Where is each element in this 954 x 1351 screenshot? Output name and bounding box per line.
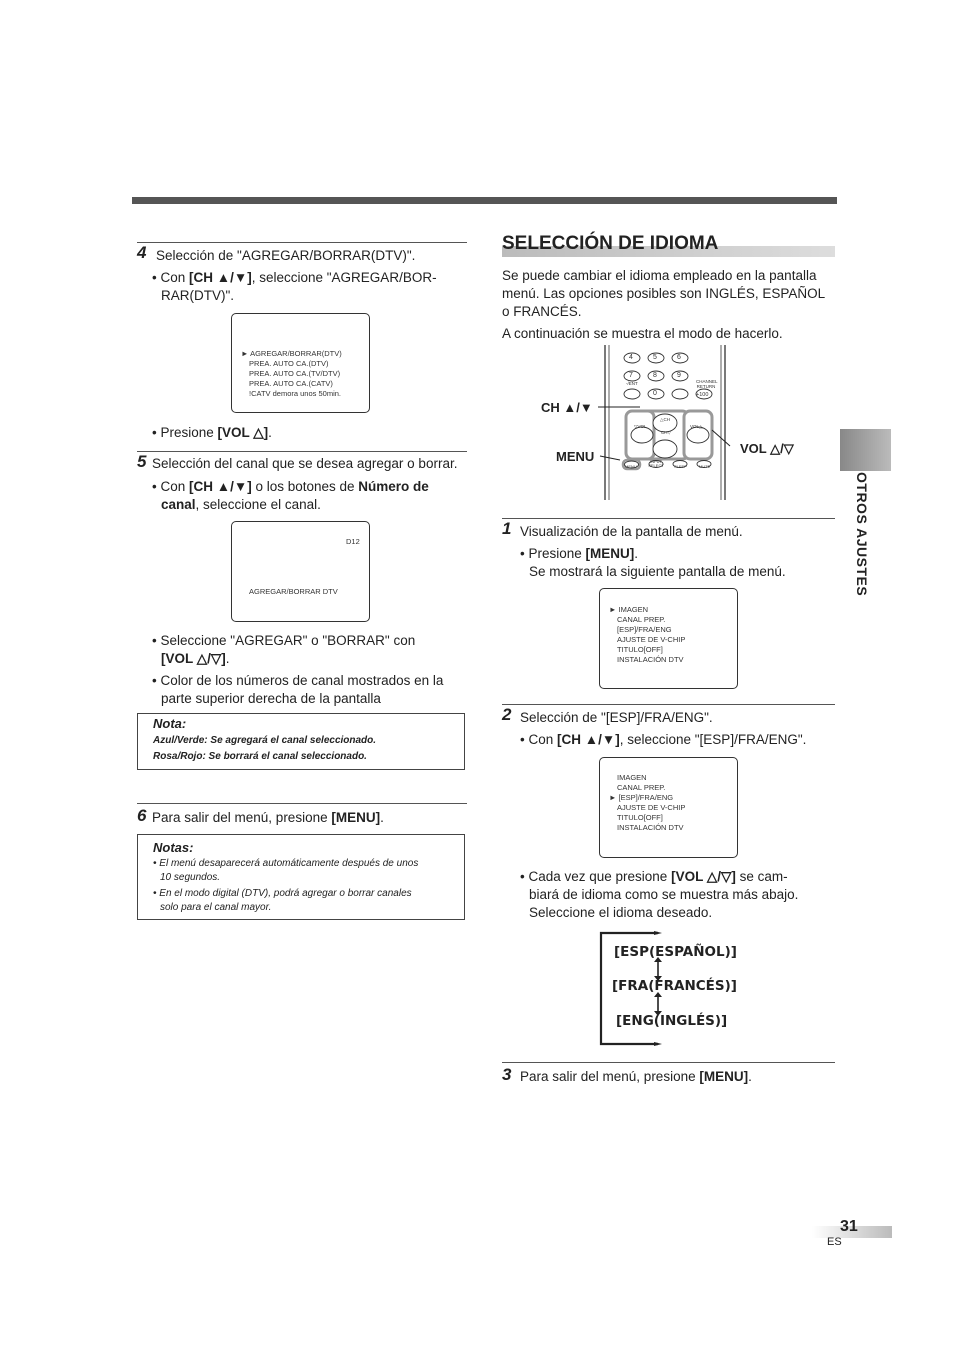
step3-number: 3 <box>502 1065 512 1084</box>
side-tab-label: OTROS AJUSTES <box>854 472 870 597</box>
ch-callout-label: CH ▲/▼ <box>541 400 593 415</box>
remote-key-4: 4 <box>629 354 633 361</box>
remote-key-0: 0 <box>653 390 657 397</box>
step4-menu-screen: ► AGREGAR/BORRAR(DTV) PREA. AUTO CA.(DTV) PREA. AUTO CA.(TV/DTV) PREA. AUTO CA.(CATV) !CATV demora unos 50min. <box>231 313 370 413</box>
remote-key-100: +100 <box>696 392 709 398</box>
remote-ch-down: CH▽ <box>661 430 671 435</box>
step6-number: 6 <box>137 806 147 825</box>
step5-rule <box>137 451 467 452</box>
step3-text: Para salir del menú, presione [MENU]. <box>520 1069 752 1084</box>
remote-vol-down: ▽VOL <box>634 424 647 429</box>
step2-bullet1: • Con [CH ▲/▼], seleccione "[ESP]/FRA/ENG". <box>520 732 807 747</box>
step6-text: Para salir del menú, presione [MENU]. <box>152 810 384 825</box>
step5-bullet3-cont: parte superior derecha de la pantalla <box>161 691 381 706</box>
step4-rule <box>137 242 467 243</box>
remote-ch-up: △CH <box>660 417 670 422</box>
vol-callout-label: VOL △/▽ <box>740 441 794 456</box>
step2-menu-screen: IMAGEN CANAL PREP. ► [ESP]/FRA/ENG AJUSTE DE V-CHIP TITULO[OFF] INSTALACIÓN DTV <box>599 757 738 858</box>
step1-menu-screen: ► IMAGEN CANAL PREP. [ESP]/FRA/ENG AJUSTE DE V-CHIP TITULO[OFF] INSTALACIÓN DTV <box>599 588 738 689</box>
intro-line-4: A continuación se muestra el modo de hacerlo. <box>502 326 783 341</box>
menu-callout-label: MENU <box>556 449 595 464</box>
step4-bullet2: • Presione [VOL △]. <box>152 425 272 440</box>
remote-ent-label: -/ENT <box>626 381 638 386</box>
lang-option-ingles: [ENG(INGLÉS)] <box>616 1013 728 1029</box>
nota-title: Nota: <box>153 716 187 731</box>
step4-bullet1-cont: RAR(DTV)". <box>161 288 235 303</box>
remote-key-9: 9 <box>677 372 681 379</box>
page-language: ES <box>827 1236 842 1248</box>
step3-rule <box>502 1062 835 1063</box>
step5-title: Selección del canal que se desea agregar o borrar. <box>152 456 458 471</box>
remote-key-7: 7 <box>629 372 633 379</box>
top-rule <box>132 197 837 204</box>
step1-bullet1-cont: Se mostrará la siguiente pantalla de menú. <box>529 564 786 579</box>
side-tab-marker <box>840 429 891 471</box>
remote-key-5: 5 <box>653 354 657 361</box>
step1-rule <box>502 518 835 519</box>
step4-number: 4 <box>137 243 147 262</box>
step5-channel-screen: D12 AGREGAR/BORRAR DTV <box>231 521 370 622</box>
step5-bullet2: • Seleccione "AGREGAR" o "BORRAR" con <box>152 633 416 648</box>
remote-mute: MUTE <box>699 464 711 469</box>
step5-number: 5 <box>137 452 147 471</box>
step6-rule <box>137 803 467 804</box>
remote-callout-lines <box>590 400 750 470</box>
step2-bullet2-cont2: Seleccione el idioma deseado. <box>529 905 713 920</box>
remote-vol-up: VOL△ <box>690 424 703 429</box>
nota-box: Nota: Azul/Verde: Se agregará el canal seleccionado. Rosa/Rojo: Se borrará el canal seleccionado. <box>137 713 465 770</box>
step2-bullet2-cont: biará de idioma como se muestra más abajo. <box>529 887 799 902</box>
intro-line-3: o FRANCÉS. <box>502 304 582 319</box>
step1-title: Visualización de la pantalla de menú. <box>520 524 743 539</box>
remote-menu-button: MENU <box>625 464 637 469</box>
step2-rule <box>502 704 835 705</box>
remote-channel-return: CHANNEL RETURN <box>696 379 718 389</box>
remote-input-select: INPUT SELECT <box>648 459 664 468</box>
notas-box: Notas: • El menú desaparecerá automáticamente después de unos 10 segundos. • En el modo digital (DTV), podrá agregar o borrar canales solo para el canal mayor. <box>137 834 465 920</box>
step2-bullet2: • Cada vez que presione [VOL △/▽] se cam- <box>520 869 788 884</box>
remote-key-8: 8 <box>653 372 657 379</box>
step1-bullet1: • Presione [MENU]. <box>520 546 639 561</box>
intro-line-2: menú. Las opciones posibles son INGLÉS, ESPAÑOL <box>502 286 826 301</box>
remote-sleep: SLEEP <box>674 464 687 469</box>
step5-bullet2-cont: [VOL △/▽]. <box>161 651 230 666</box>
step1-number: 1 <box>502 519 512 538</box>
step5-bullet3: • Color de los números de canal mostrados en la <box>152 673 444 688</box>
step2-title: Selección de "[ESP]/FRA/ENG". <box>520 710 713 725</box>
page-number: 31 <box>840 1218 858 1235</box>
channel-number: D12 <box>346 537 360 546</box>
intro-line-1: Se puede cambiar el idioma empleado en la pantalla <box>502 268 817 283</box>
lang-option-espanol: [ESP(ESPAÑOL)] <box>614 944 737 960</box>
step5-bullet1-cont: canal, seleccione el canal. <box>161 497 321 512</box>
step5-bullet1: • Con [CH ▲/▼] o los botones de Número de <box>152 479 429 494</box>
section-title: SELECCIÓN DE IDIOMA <box>502 233 719 254</box>
remote-key-6: 6 <box>677 354 681 361</box>
lang-option-frances: [FRA(FRANCÉS)] <box>612 978 737 994</box>
notas-title: Notas: <box>153 840 194 855</box>
step4-bullet1: • Con [CH ▲/▼], seleccione "AGREGAR/BOR- <box>152 270 437 285</box>
step4-title: Selección de "AGREGAR/BORRAR(DTV)". <box>156 248 416 263</box>
step2-number: 2 <box>502 705 512 724</box>
